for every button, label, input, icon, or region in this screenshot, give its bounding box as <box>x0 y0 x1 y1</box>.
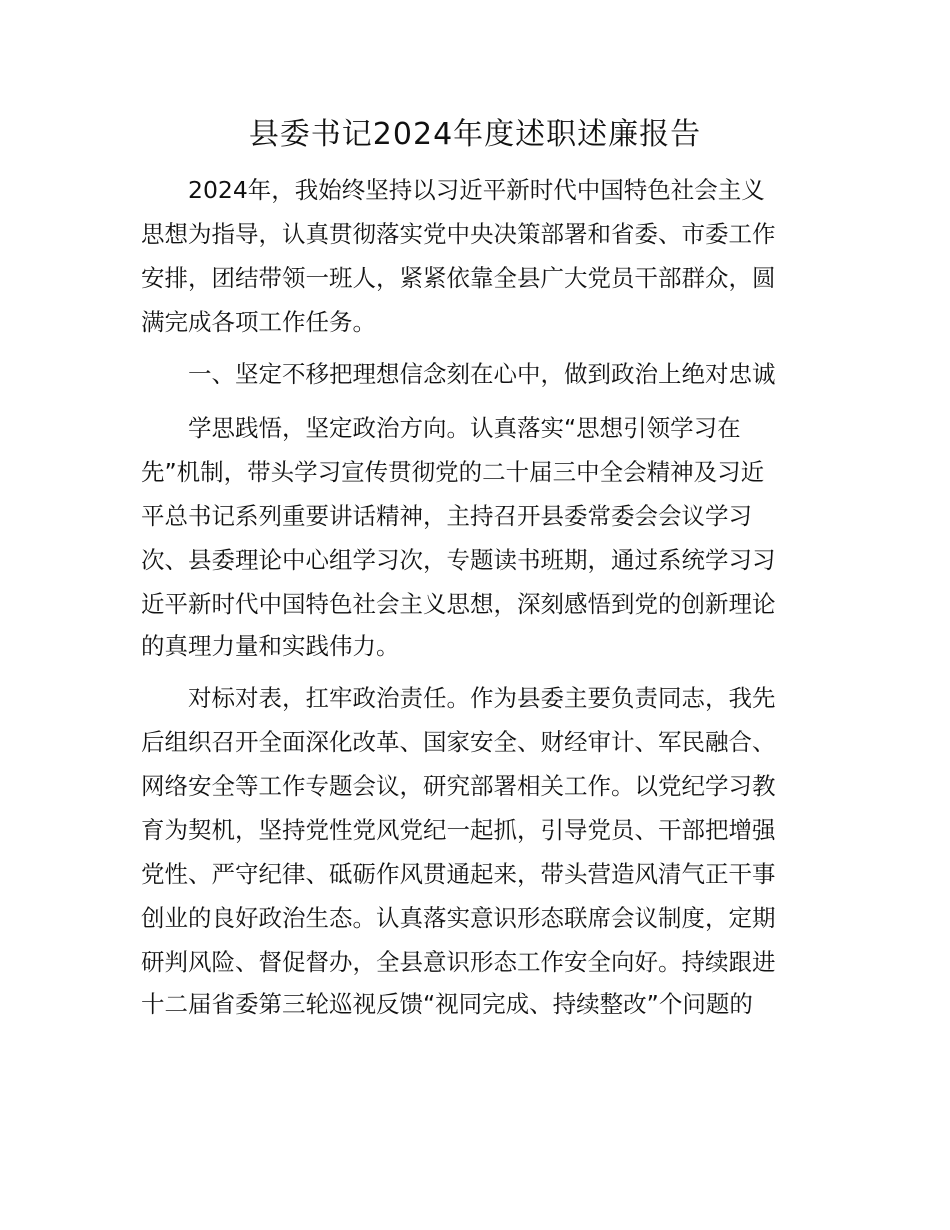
paragraph-line: 学思践悟，坚定政治方向。认真落实“思想引领学习在 <box>141 414 741 442</box>
paragraph-line: 创业的良好政治生态。认真落实意识形态联席会议制度，定期 <box>141 904 776 932</box>
page-title: 县委书记2024年度述职述廉报告 <box>248 117 702 152</box>
paragraph-line: 的真理力量和实践伟力。 <box>141 632 400 660</box>
section-heading: 一、坚定不移把理想信念刻在心中，做到政治上绝对忠诚 <box>141 360 776 388</box>
paragraph-line: 研判风险、督促督办，全县意识形态工作安全向好。持续跟进 <box>141 948 776 976</box>
paragraph-line: 思想为指导，认真贯彻落实党中央决策部署和省委、市委工作 <box>141 220 776 248</box>
paragraph-line: 满完成各项工作任务。 <box>141 308 376 336</box>
paragraph-line: 次、县委理论中心组学习次，专题读书班期，通过系统学习习 <box>141 546 776 574</box>
paragraph-line: 党性、严守纪律、砥砺作风贯通起来，带头营造风清气正干事 <box>141 860 776 888</box>
paragraph-line: 安排，团结带领一班人，紧紧依靠全县广大党员干部群众，圆 <box>141 264 776 292</box>
paragraph-line: 平总书记系列重要讲话精神，主持召开县委常委会会议学习 <box>141 502 752 530</box>
paragraph-line: 网络安全等工作专题会议，研究部署相关工作。以党纪学习教 <box>141 772 776 800</box>
paragraph-line: 十二届省委第三轮巡视反馈“视同完成、持续整改”个问题的 <box>141 990 753 1018</box>
paragraph-line: 对标对表，扛牢政治责任。作为县委主要负责同志，我先 <box>141 684 776 712</box>
paragraph-line: 后组织召开全面深化改革、国家安全、财经审计、军民融合、 <box>141 728 776 756</box>
paragraph-line: 先”机制，带头学习宣传贯彻党的二十届三中全会精神及习近 <box>141 458 765 486</box>
paragraph-line: 育为契机，坚持党性党风党纪一起抓，引导党员、干部把增强 <box>141 816 776 844</box>
paragraph-line: 2024年，我始终坚持以习近平新时代中国特色社会主义 <box>141 176 765 204</box>
paragraph-line: 近平新时代中国特色社会主义思想，深刻感悟到党的创新理论 <box>141 590 776 618</box>
